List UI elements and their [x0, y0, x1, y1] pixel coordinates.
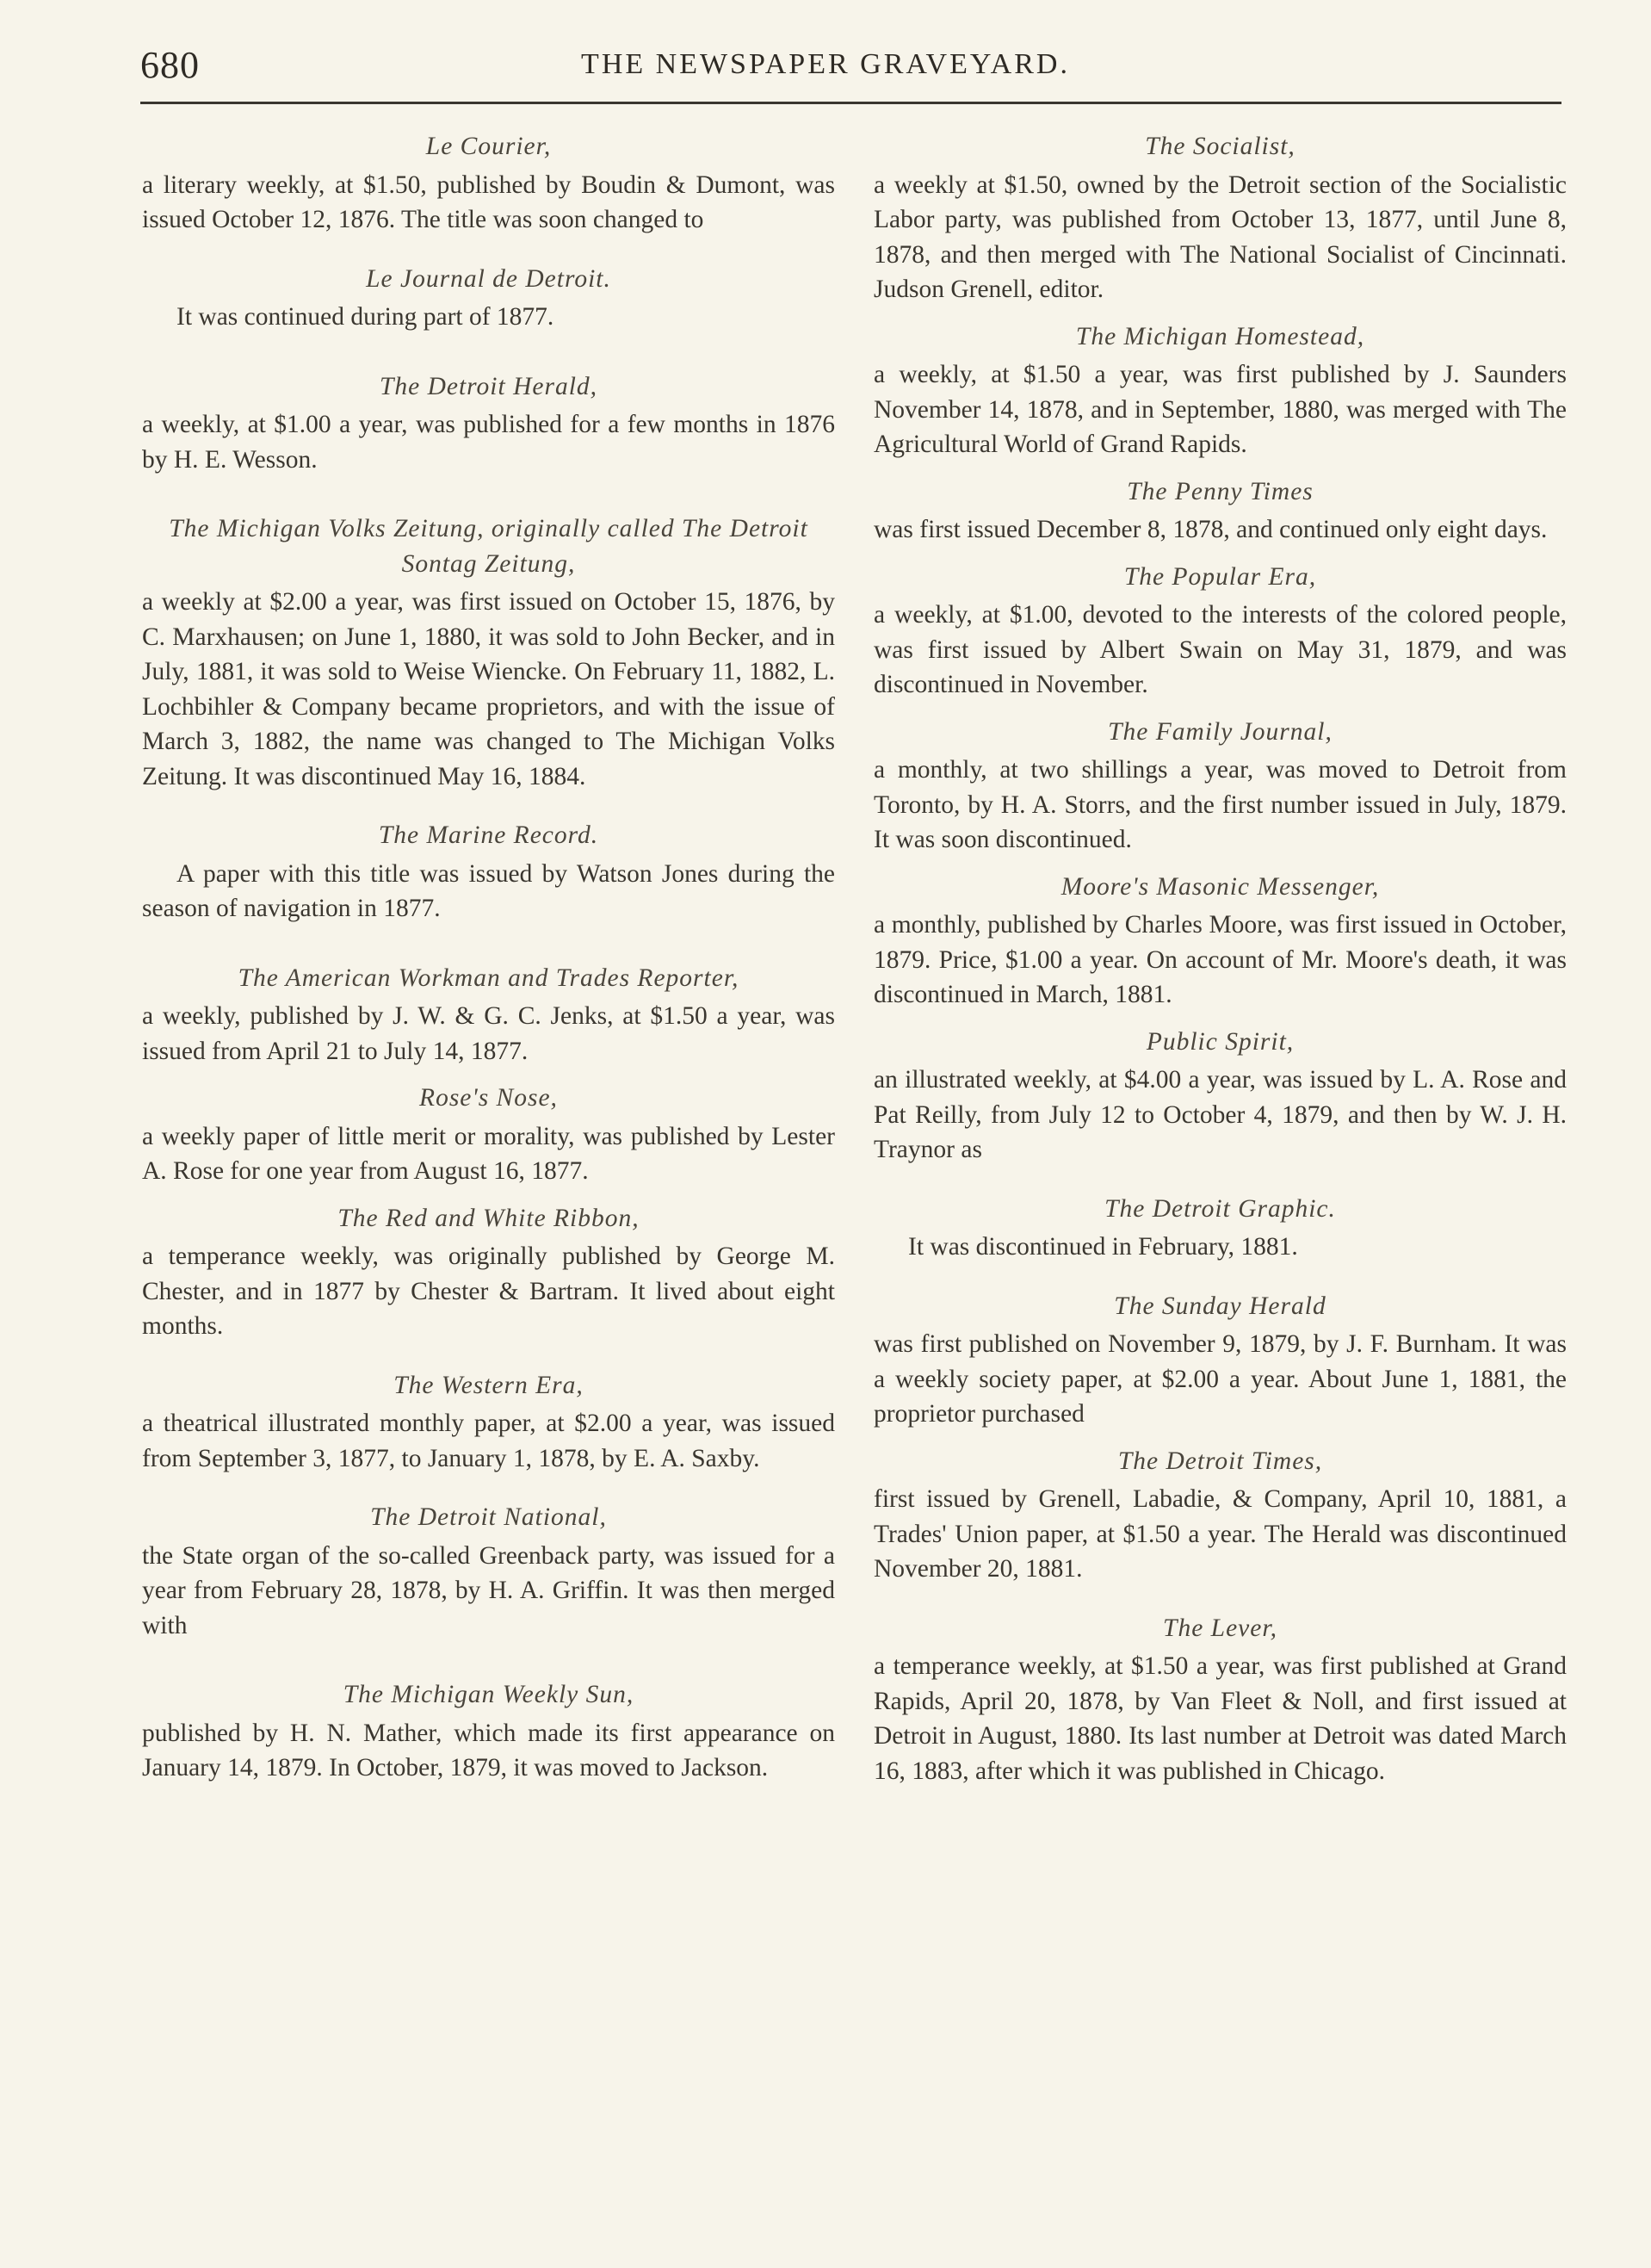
entry	[142, 511, 835, 794]
entry	[874, 319, 1567, 462]
entry-text: a weekly at $1.50, owned by the Detroit section of the Socialistic Labor party, was published from October 13, 1877, until June 8, 1878, and then merged with The National Socialist of Cincinnati. Judson Grenell, editor.	[874, 170, 1567, 303]
entry	[142, 961, 835, 1069]
entry	[874, 870, 1567, 1013]
entry	[142, 1201, 835, 1344]
entry-title: The Popular Era,	[1123, 562, 1317, 591]
entry-text: A paper with this title was issued by Watson Jones during the season of navigation in 1877.	[142, 859, 835, 922]
entry-text: a theatrical illustrated monthly paper, at $2.00 a year, was issued from September 3, 1877, to January 1, 1878, by E. A. Saxby.	[142, 1410, 835, 1472]
entry-text: was first issued December 8, 1878, and continued only eight days.	[874, 516, 1548, 543]
entry-title: Public Spirit,	[1146, 1027, 1295, 1056]
entry-title: The Detroit Herald,	[379, 372, 598, 400]
entry-text: a weekly at $2.00 a year, was first issued on October 15, 1876, by C. Marxhausen; on June 1, 1880, it was sold to John Becker, and in July, 1881, it was sold to Weise Wiencke. On February 11, 1882, L. Lochbihler & Company became proprietors, and with the issue of March 3, 1882, the name was changed to The Michigan Volks Zeitung. It was discontinued May 16, 1884.	[142, 588, 835, 790]
entry-text: was first published on November 9, 1879, by J. F. Burnham. It was a weekly society paper, at $2.00 a year. About June 1, 1881, the proprietor purchased	[874, 1330, 1567, 1428]
entry-title: Le Courier,	[425, 133, 552, 160]
entry-title: The Western Era,	[393, 1371, 584, 1399]
entry	[142, 818, 835, 926]
left-column	[142, 129, 835, 1786]
entry	[874, 1289, 1567, 1432]
entry	[142, 1368, 835, 1477]
entry-title: The Detroit Graphic.	[1104, 1194, 1336, 1223]
entry-text: first issued by Grenell, Labadie, & Company, April 10, 1881, a Trades' Union paper, at $1.50 a year. The Herald was discontinued November 20, 1881.	[874, 1485, 1567, 1583]
entry-text: a weekly, published by J. W. & G. C. Jenks, at $1.50 a year, was issued from April 21 to July 14, 1877.	[142, 1002, 835, 1065]
entry-title: The Detroit Times,	[1117, 1447, 1323, 1475]
entry-title: The Detroit National,	[370, 1503, 607, 1531]
entry-title: Le Journal de Detroit.	[366, 264, 611, 293]
entry	[874, 1192, 1567, 1265]
entry	[874, 560, 1567, 703]
page-number: 680	[140, 44, 200, 86]
entry-text: It was discontinued in February, 1881.	[908, 1233, 1298, 1261]
entry-title: Moore's Masonic Messenger,	[1060, 872, 1380, 901]
entry-text: a monthly, at two shillings a year, was moved to Detroit from Toronto, by H. A. Storrs, and the first number issued in July, 1879. It was soon discontinued.	[874, 756, 1567, 853]
entry	[874, 129, 1567, 307]
entry-text: a literary weekly, at $1.50, published by Boudin & Dumont, was issued October 12, 1876. The title was soon changed to	[142, 170, 835, 233]
entry-text: a temperance weekly, was originally published by George M. Chester, and in 1877 by Chester & Bartram. It lived about eight months.	[142, 1242, 835, 1340]
entry	[874, 1611, 1567, 1789]
entry-title: The Marine Record.	[378, 821, 599, 849]
entry-text: published by H. N. Mather, which made its first appearance on January 14, 1879. In October, 1879, it was moved to Jackson.	[142, 1719, 835, 1782]
entry-title: The Socialist,	[1145, 133, 1295, 160]
entry-text: It was continued during part of 1877.	[176, 303, 554, 331]
entry	[142, 1081, 835, 1189]
entry	[874, 1444, 1567, 1587]
running-head: THE NEWSPAPER GRAVEYARD.	[581, 48, 1070, 80]
entry-title: The Lever,	[1163, 1614, 1277, 1642]
entry	[142, 262, 835, 335]
entry-text: a weekly paper of little merit or morality, was published by Lester A. Rose for one year from August 16, 1877.	[142, 1122, 835, 1185]
entry-title: The Penny Times	[1127, 477, 1314, 505]
entry-text: a temperance weekly, at $1.50 a year, was first published at Grand Rapids, April 20, 1878, by Van Fleet & Noll, and first issued at Detroit in August, 1880. Its last number at Detroit was dated March 16, 1883, after which it was published in Chicago.	[874, 1652, 1567, 1785]
entry-title: The Michigan Volks Zeitung, originally called The Detroit Sontag Zeitung,	[169, 515, 808, 578]
entry-title: Rose's Nose,	[419, 1084, 558, 1112]
entry-text: a weekly, at $1.00 a year, was published for a few months in 1876 by H. E. Wesson.	[142, 411, 835, 474]
entry	[142, 1677, 835, 1786]
entry-text: a weekly, at $1.00, devoted to the interests of the colored people, was first issued by Albert Swain on May 31, 1879, and was discontinued in November.	[874, 601, 1567, 698]
entry-text: the State organ of the so-called Greenback party, was issued for a year from February 28, 1878, by H. A. Griffin. It was then merged with	[142, 1541, 835, 1639]
entry-title: The Family Journal,	[1108, 717, 1333, 746]
entry	[142, 369, 835, 478]
entry	[142, 129, 835, 238]
entry-text: a weekly, at $1.50 a year, was first published by J. Saunders November 14, 1878, and in September, 1880, was merged with The Agricultural World of Grand Rapids.	[874, 361, 1567, 458]
right-column	[874, 129, 1567, 1788]
entry-title: The Michigan Homestead,	[1075, 322, 1365, 350]
entry	[142, 1500, 835, 1643]
header-rule	[140, 102, 1561, 104]
entry-title: The Michigan Weekly Sun,	[343, 1681, 634, 1708]
entry	[874, 1025, 1567, 1168]
entry	[874, 715, 1567, 858]
entry-text: a monthly, published by Charles Moore, was first issued in October, 1879. Price, $1.00 a year. On account of Mr. Moore's death, it was discontinued in March, 1881.	[874, 911, 1567, 1008]
entry-text: an illustrated weekly, at $4.00 a year, was issued by L. A. Rose and Pat Reilly, from July 12 to October 4, 1879, and then by W. J. H. Traynor as	[874, 1066, 1567, 1163]
entry-title: The Red and White Ribbon,	[337, 1204, 640, 1232]
entry-title: The Sunday Herald	[1114, 1292, 1326, 1320]
entry-title: The American Workman and Trades Reporter,	[238, 964, 739, 992]
entry	[874, 474, 1567, 548]
